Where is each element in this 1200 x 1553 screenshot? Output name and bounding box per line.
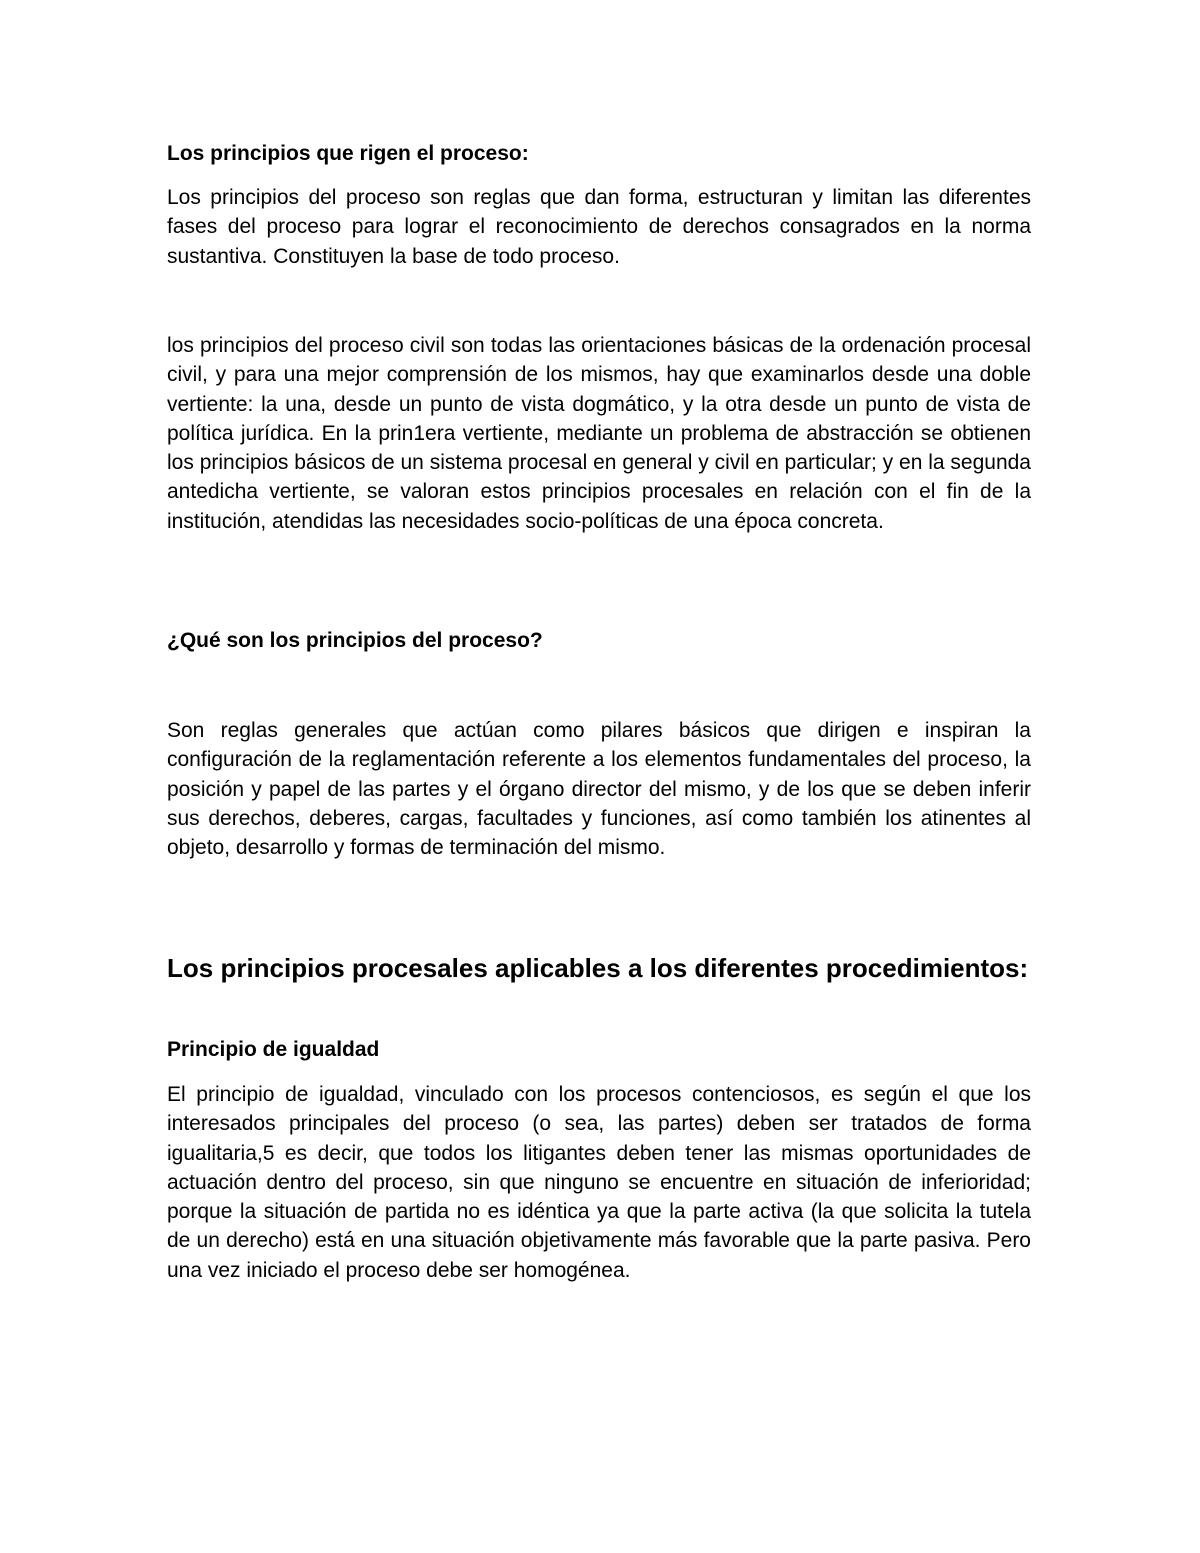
paragraph-principios-proceso: Los principios del proceso son reglas que dan forma, estructuran y limitan las diferentes fases del proceso para lograr el reconocimiento de derechos consagrados en la norma sustantiva. Constituyen la base de todo proceso. xyxy=(167,186,1031,268)
paragraph-reglas-generales: Son reglas generales que actúan como pilares básicos que dirigen e inspiran la configuración de la reglamentación referente a los elementos fundamentales del proceso, la posición y papel de las partes y el órgano director del mismo, y de los que se deben inferir sus derechos, deberes, cargas, facultades y funciones, así como también los atinentes al objeto, desarrollo y formas de terminación del mismo. xyxy=(167,719,1031,860)
heading-principios-aplicables: Los principios procesales aplicables a los diferentes procedimientos: xyxy=(167,953,1029,983)
document-page xyxy=(167,0,1031,1553)
paragraph-principio-igualdad: El principio de igualdad, vinculado con los procesos contenciosos, es según el que los interesados principales del proceso (o sea, las partes) deben ser tratados de forma igualitaria,5 es decir, que todos los litigantes deben tener las mismas oportunidades de actuación dentro del proceso, sin que ninguno se encuentre en situación de inferioridad; porque la situación de partida no es idéntica ya que la parte activa (la que solicita la tutela de un derecho) está en una situación objetivamente más favorable que la parte pasiva. Pero una vez iniciado el proceso debe ser homogénea. xyxy=(167,1083,1031,1282)
paragraph-proceso-civil: los principios del proceso civil son todas las orientaciones básicas de la ordenación procesal civil, y para una mejor comprensión de los mismos, hay que examinarlos desde una doble vertiente: la una, desde un punto de vista dogmático, y la otra desde un punto de vista de política jurídica. En la prin1era vertiente, mediante un problema de abstracción se obtienen los principios básicos de un sistema procesal en general y civil en particular; y en la segunda antedicha vertiente, se valoran estos principios procesales en relación con el fin de la institución, atendidas las necesidades socio-políticas de una época concreta. xyxy=(167,334,1031,533)
heading-que-son-principios: ¿Qué son los principios del proceso? xyxy=(167,629,543,652)
heading-principios-rigen: Los principios que rigen el proceso: xyxy=(167,142,529,165)
heading-principio-igualdad: Principio de igualdad xyxy=(167,1038,380,1061)
